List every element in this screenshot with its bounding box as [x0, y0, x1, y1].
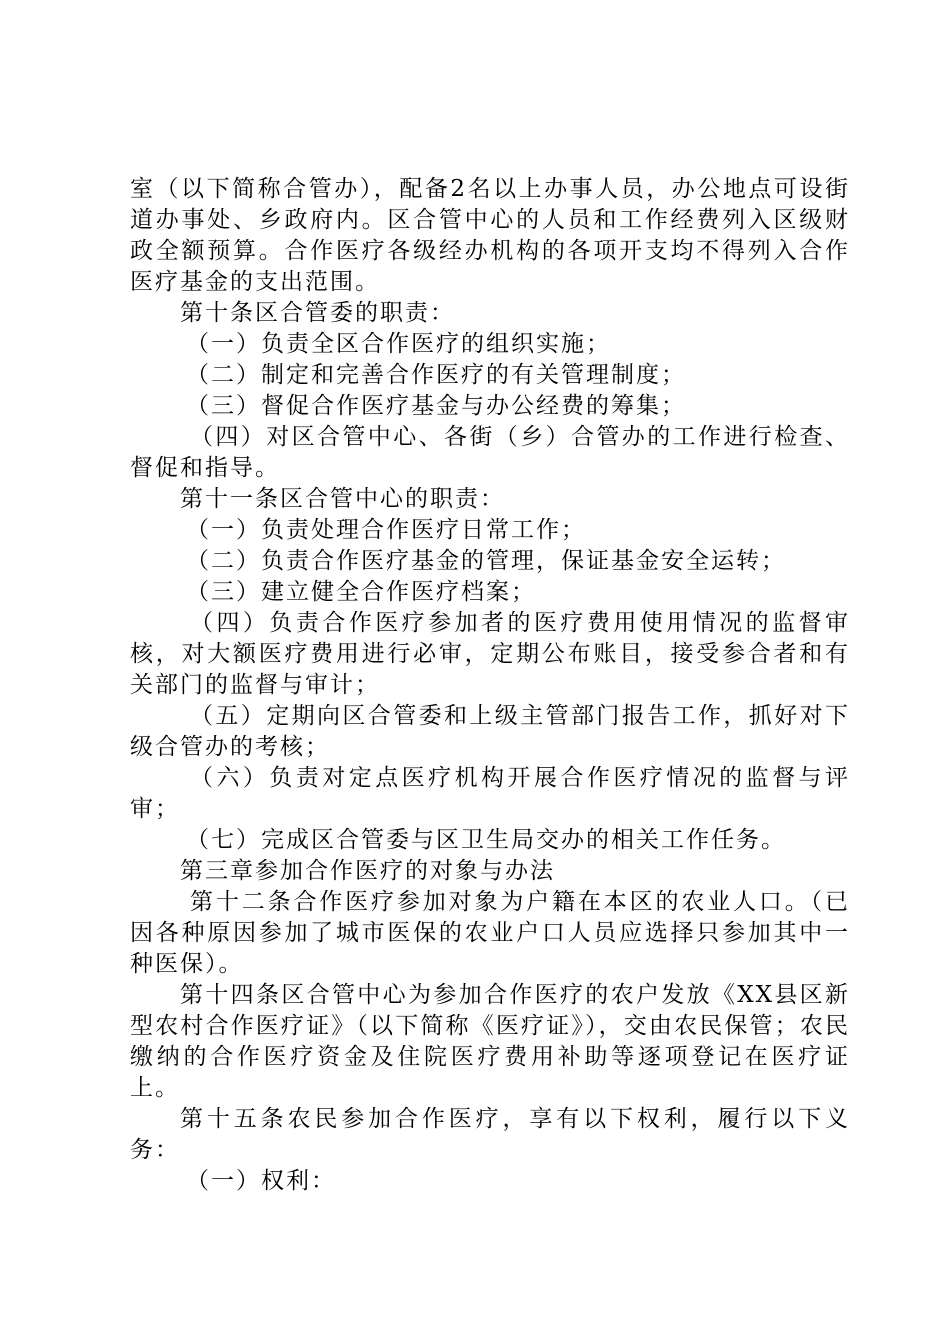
- article-11-item-5: （五）定期向区合管委和上级主管部门报告工作，抓好对下级合管办的考核；: [130, 703, 850, 760]
- document-body: [130, 174, 850, 1197]
- article-14-text: 第十四条区合管中心为参加合作医疗的农户发放《XX县区新型农村合作医疗证》（以下简称《医疗证》），交由农民保管；农民缴纳的合作医疗资金及住院医疗费用补助等逐项登记在医疗证上。: [130, 982, 850, 1101]
- article-15-text: 第十五条农民参加合作医疗，享有以下权利，履行以下义务：: [130, 1106, 850, 1163]
- article-11-item-3: （三）建立健全合作医疗档案；: [186, 579, 536, 605]
- paragraph-continuation: 室（以下简称合管办），配备2名以上办事人员，办公地点可设街道办事处、乡政府内。区合管中心的人员和工作经费列入区级财政全额预算。合作医疗各级经办机构的各项开支均不得列入合作医疗基金的支出范围。: [130, 176, 850, 295]
- article-11-heading: 第十一条区合管中心的职责：: [180, 486, 505, 512]
- article-10-item-4: （四）对区合管中心、各街（乡）合管办的工作进行检查、督促和指导。: [130, 424, 850, 481]
- article-15-item-1: （一）权利：: [186, 1168, 336, 1194]
- article-11-item-6: （六）负责对定点医疗机构开展合作医疗情况的监督与评审；: [130, 765, 850, 822]
- article-10-item-2: （二）制定和完善合作医疗的有关管理制度；: [186, 362, 686, 388]
- article-10-item-1: （一）负责全区合作医疗的组织实施；: [186, 331, 611, 357]
- article-11-item-4: （四）负责合作医疗参加者的医疗费用使用情况的监督审核，对大额医疗费用进行必审，定期公布账目，接受参合者和有关部门的监督与审计；: [130, 610, 850, 698]
- chapter-3-heading: 第三章参加合作医疗的对象与办法: [180, 858, 555, 884]
- article-10-heading: 第十条区合管委的职责：: [180, 300, 455, 326]
- article-10-item-3: （三）督促合作医疗基金与办公经费的筹集；: [186, 393, 686, 419]
- article-11-item-7: （七）完成区合管委与区卫生局交办的相关工作任务。: [186, 827, 786, 853]
- article-11-item-1: （一）负责处理合作医疗日常工作；: [186, 517, 586, 543]
- article-12-text: 第十二条合作医疗参加对象为户籍在本区的农业人口。（已因各种原因参加了城市医保的农业户口人员应选择只参加其中一种医保）。: [130, 889, 850, 977]
- article-11-item-2: （二）负责合作医疗基金的管理，保证基金安全运转；: [186, 548, 786, 574]
